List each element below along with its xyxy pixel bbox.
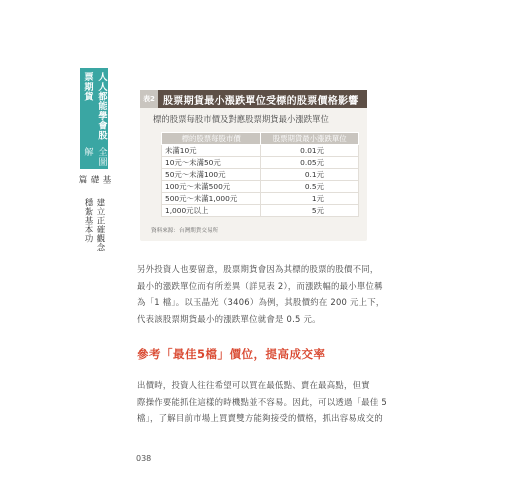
tick-size-cell: 0.05元 — [261, 157, 359, 169]
paragraph-line: 出價時，投資人往往希望可以買在最低點、賣在最高點，但實 — [137, 380, 370, 390]
paragraph-line: 代表該股票期貨最小的漲跌單位就會是 0.5 元。 — [137, 313, 321, 324]
section-heading: 參考「最佳5檔」價位，提高成交率 — [137, 347, 326, 361]
column-header: 標的股票每股市價 — [162, 133, 261, 145]
tick-size-cell: 0.5元 — [261, 181, 359, 193]
table-row — [162, 157, 359, 169]
tick-size-cell: 1元 — [261, 193, 359, 205]
tick-size-cell: 5元 — [261, 205, 359, 217]
price-range-cell: 未滿10元 — [162, 145, 261, 157]
figure-title: 股票期貨最小漲跌單位受標的股票價格影響 — [158, 90, 367, 108]
price-range-cell: 10元～未滿50元 — [162, 157, 261, 169]
paragraph-line: 際操作要能抓住這樣的時機點並不容易。因此，可以透過「最佳 5 — [137, 396, 387, 407]
paragraph-line: 為「1 檔」。以玉晶光（3406）為例，其股價約在 200 元上下， — [137, 297, 385, 307]
paragraph-line: 最小的漲跌單位而有所差異（詳見表 2），而漲跌幅的最小單位稱 — [137, 280, 383, 291]
paragraph-line: 另外投資人也要留意，股票期貨會因為其標的股票的股價不同， — [137, 264, 379, 274]
price-range-cell: 50元～未滿100元 — [162, 169, 261, 181]
figure-header — [140, 90, 367, 108]
tick-size-cell: 0.01元 — [261, 145, 359, 157]
price-range-cell: 500元～未滿1,000元 — [162, 193, 261, 205]
tick-size-cell: 0.1元 — [261, 169, 359, 181]
price-range-cell: 100元～未滿500元 — [162, 181, 261, 193]
paragraph-line: 檔」，了解目前市場上買賣雙方能夠接受的價格，抓出容易成交的 — [137, 413, 383, 423]
page-number: 038 — [136, 454, 152, 463]
table-row — [162, 205, 359, 217]
table-row — [162, 193, 359, 205]
table-row — [162, 181, 359, 193]
book-title: 人人都能學會股票期貨 — [82, 72, 107, 140]
book-title-tab — [80, 68, 108, 169]
body-paragraph-1 — [137, 261, 387, 327]
figure-subtitle: 標的股票每股市價及對應股票期貨最小漲跌單位 — [153, 114, 329, 124]
column-header: 股票期貨最小漲跌單位 — [261, 133, 359, 145]
chapter-spine — [77, 68, 111, 268]
table-row — [162, 169, 359, 181]
table-row — [162, 145, 359, 157]
book-title-suffix: 全圖解 — [82, 146, 107, 167]
body-paragraph-2 — [137, 377, 387, 427]
chapter-section: 基礎篇 — [77, 175, 111, 185]
tick-size-table — [161, 132, 359, 217]
figure-source: 資料來源：台灣期貨交易所 — [151, 228, 219, 234]
price-range-cell: 1,000元以上 — [162, 205, 261, 217]
chapter-topic: 建立正確觀念 穩紮基本功 — [83, 198, 105, 262]
chapter-subtitle — [77, 169, 111, 268]
table-header-row — [162, 133, 359, 145]
figure-tag: 表2 — [140, 90, 158, 108]
table-figure — [140, 90, 367, 241]
